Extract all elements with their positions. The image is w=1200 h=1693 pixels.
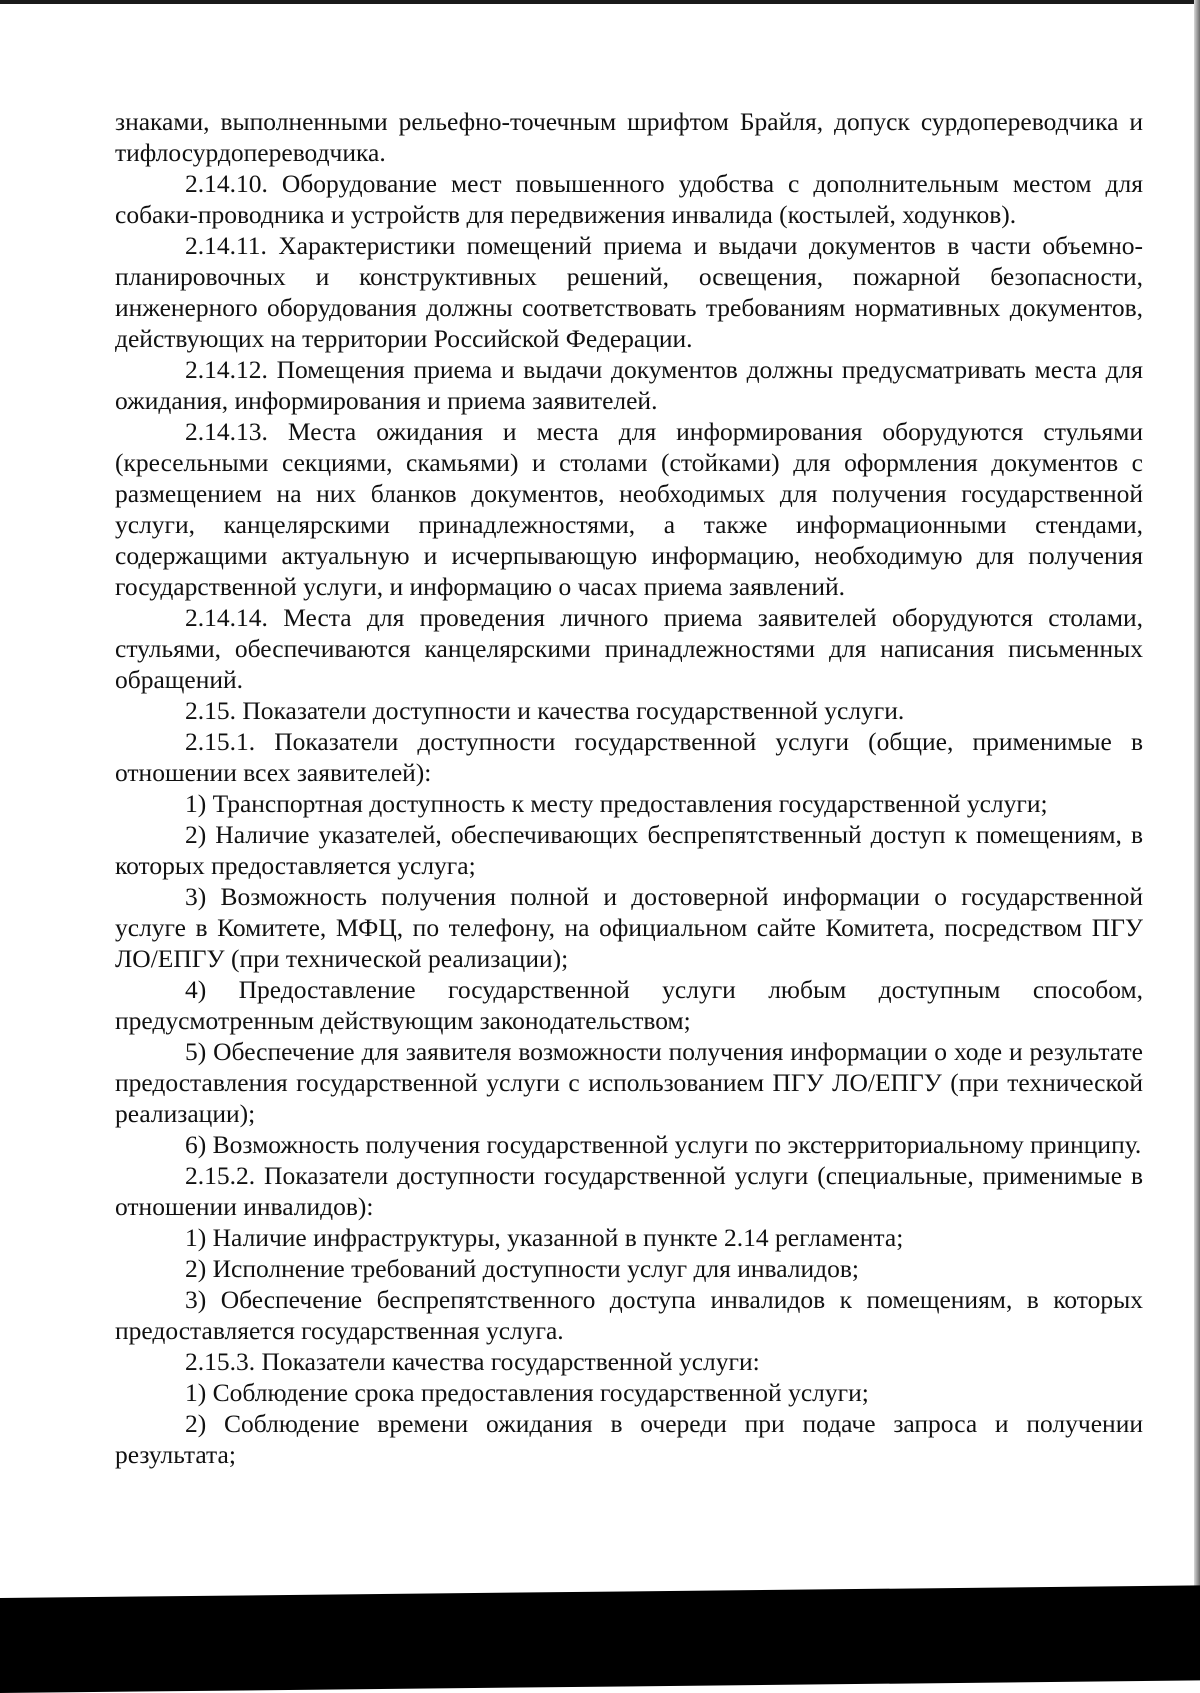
list-item-2-15-2-1: 1) Наличие инфраструктуры, указанной в пункте 2.14 регламента; bbox=[185, 1223, 904, 1252]
scan-bottom-shadow bbox=[0, 1585, 1200, 1693]
scan-top-edge bbox=[0, 0, 1200, 4]
scan-right-edge bbox=[1194, 0, 1200, 1600]
list-item-2-15-2-3: 3) Обеспечение беспрепятственного доступа инвалидов к помещениям, в которых предоставляется государственная услуга. bbox=[115, 1285, 1143, 1345]
list-item-2-15-1-4: 4) Предоставление государственной услуги любым доступным способом, предусмотренным действующим законодательством; bbox=[115, 975, 1143, 1035]
paragraph-continuation: знаками, выполненными рельефно-точечным шрифтом Брайля, допуск сурдопереводчика и тифлосурдопереводчика. bbox=[115, 107, 1143, 167]
paragraph-2-15-1: 2.15.1. Показатели доступности государственной услуги (общие, применимые в отношении всех заявителей): bbox=[115, 727, 1143, 787]
paragraph-2-14-11: 2.14.11. Характеристики помещений приема и выдачи документов в части объемно-планировочных и конструктивных решений, освещения, пожарной безопасности, инженерного оборудования должны соответствовать требованиям нормативных документов, действующих на территории Российской Федерации. bbox=[115, 231, 1143, 353]
list-item-2-15-2-2: 2) Исполнение требований доступности услуг для инвалидов; bbox=[185, 1254, 860, 1283]
list-item-2-15-3-2: 2) Соблюдение времени ожидания в очереди при подаче запроса и получении результата; bbox=[115, 1409, 1143, 1469]
paragraph-2-15-3: 2.15.3. Показатели качества государственной услуги: bbox=[185, 1347, 760, 1376]
list-item-2-15-3-1: 1) Соблюдение срока предоставления государственной услуги; bbox=[185, 1378, 869, 1407]
paragraph-2-14-14: 2.14.14. Места для проведения личного приема заявителей оборудуются столами, стульями, обеспечиваются канцелярскими принадлежностями для написания письменных обращений. bbox=[115, 603, 1143, 694]
list-item-2-15-1-2: 2) Наличие указателей, обеспечивающих беспрепятственный доступ к помещениям, в которых предоставляется услуга; bbox=[115, 820, 1143, 880]
paragraph-2-14-12: 2.14.12. Помещения приема и выдачи документов должны предусматривать места для ожидания, информирования и приема заявителей. bbox=[115, 355, 1143, 415]
document-body bbox=[115, 106, 1143, 1470]
list-item-2-15-1-6: 6) Возможность получения государственной услуги по экстерриториальному принципу. bbox=[185, 1130, 1142, 1159]
list-item-2-15-1-5: 5) Обеспечение для заявителя возможности получения информации о ходе и результате предоставления государственной услуги с использованием ПГУ ЛО/ЕПГУ (при технической реализации); bbox=[115, 1037, 1143, 1128]
paragraph-2-15: 2.15. Показатели доступности и качества государственной услуги. bbox=[185, 696, 905, 725]
paragraph-2-14-13: 2.14.13. Места ожидания и места для информирования оборудуются стульями (кресельными секциями, скамьями) и столами (стойками) для оформления документов с размещением на них бланков документов, необходимых для получения государственной услуги, канцелярскими принадлежностями, а также информационными стендами, содержащими актуальную и исчерпывающую информацию, необходимую для получения государственной услуги, и информацию о часах приема заявлений. bbox=[115, 417, 1143, 601]
paragraph-2-14-10: 2.14.10. Оборудование мест повышенного удобства с дополнительным местом для собаки-проводника и устройств для передвижения инвалида (костылей, ходунков). bbox=[115, 169, 1143, 229]
paragraph-2-15-2: 2.15.2. Показатели доступности государственной услуги (специальные, применимые в отношении инвалидов): bbox=[115, 1161, 1143, 1221]
list-item-2-15-1-3: 3) Возможность получения полной и достоверной информации о государственной услуге в Комитете, МФЦ, по телефону, на официальном сайте Комитета, посредством ПГУ ЛО/ЕПГУ (при технической реализации); bbox=[115, 882, 1143, 973]
list-item-2-15-1-1: 1) Транспортная доступность к месту предоставления государственной услуги; bbox=[185, 789, 1048, 818]
